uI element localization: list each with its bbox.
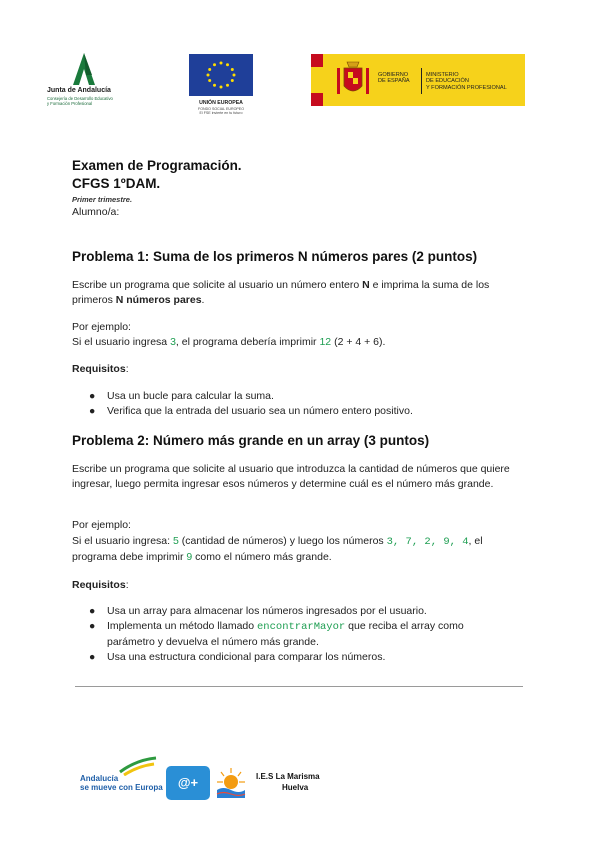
exam-course: CFGS 1ºDAM.	[72, 176, 161, 191]
list-item: ● Implementa un método llamado encontrarMayor que reciba el array como parámetro y devuelva el número más grande.	[89, 620, 464, 648]
school-city: Huelva	[282, 783, 309, 792]
problem1-example-label: Por ejemplo:	[72, 321, 131, 333]
problem1-requirements-list	[72, 389, 512, 419]
school-name: I.E.S La Marisma	[256, 772, 320, 781]
ies-la-marisma-logo-icon	[215, 766, 247, 800]
andalucia-europa-text: Andalucía se mueve con Europa	[80, 774, 163, 792]
problem2-example-label: Por ejemplo:	[72, 519, 131, 531]
problem2-requirements-label: Requisitos:	[72, 579, 129, 591]
list-item: ● Usa una estructura condicional para comparar los números.	[89, 651, 386, 663]
problem1-requirements-label: Requisitos:	[72, 363, 129, 375]
problem2-title: Problema 2: Número más grande en un array (3 puntos)	[72, 433, 430, 448]
at-logo: @+	[166, 766, 210, 800]
list-item: ● Verifica que la entrada del usuario sea un número entero positivo.	[89, 405, 413, 417]
andalucia-europa-logo-icon	[118, 756, 158, 776]
junta-subtitle: Consejería de Desarrollo Educativo y Formación Profesional	[47, 96, 113, 106]
divider-line	[75, 686, 523, 687]
problem2-example: Si el usuario ingresa: 5 (cantidad de números) y luego los números 3, 7, 2, 9, 4, el programa debe imprimir 9 como el número más grande.	[72, 535, 483, 563]
problem2-description: Escribe un programa que solicite al usuario que introduzca la cantidad de números que quiere ingresar, luego permita ingresar esos números y determine cuál es el número más grande.	[72, 463, 510, 490]
problem1-title: Problema 1: Suma de los primeros N números pares (2 puntos)	[72, 249, 478, 264]
gobierno-divider	[421, 68, 422, 94]
list-item: ● Usa un bucle para calcular la suma.	[89, 390, 274, 402]
junta-andalucia-logo-icon	[64, 52, 104, 86]
problem1-example: Si el usuario ingresa 3, el programa debería imprimir 12 (2 + 4 + 6).	[72, 336, 386, 348]
eu-flag-icon	[189, 54, 253, 96]
spain-coat-of-arms-icon	[336, 60, 370, 100]
eu-subtitle: FONDO SOCIAL EUROPEO El FSE invierte en tu futuro	[198, 107, 244, 116]
eu-title: UNIÓN EUROPEA	[199, 100, 243, 106]
problem2-requirements-list	[72, 604, 512, 665]
ministerio-text: MINISTERIO DE EDUCACIÓN Y FORMACIÓN PROFESIONAL	[426, 72, 507, 91]
exam-term: Primer trimestre.	[72, 195, 133, 204]
problem1-description: Escribe un programa que solicite al usuario un número entero N e imprima la suma de los primeros N números pares.	[72, 279, 490, 306]
gobierno-text: GOBIERNO DE ESPAÑA	[378, 72, 410, 85]
junta-name: Junta de Andalucía	[47, 87, 111, 94]
list-item: ● Usa un array para almacenar los números ingresados por el usuario.	[89, 605, 427, 617]
exam-title: Examen de Programación.	[72, 158, 242, 173]
student-label: Alumno/a:	[72, 206, 120, 218]
spain-flag-icon	[311, 54, 323, 106]
